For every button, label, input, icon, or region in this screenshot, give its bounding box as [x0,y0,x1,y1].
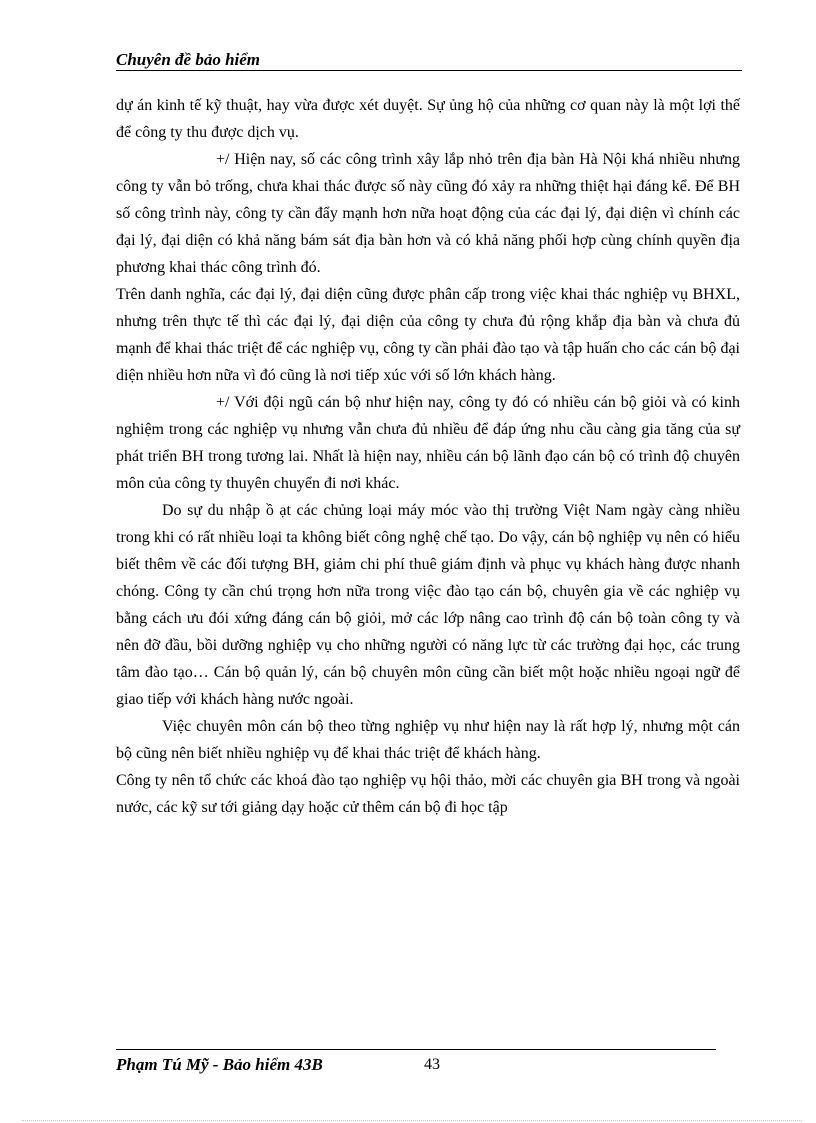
header-title: Chuyên đề bảo hiểm [116,50,261,69]
page-header [116,50,742,70]
paragraph-staff: +/ Với đội ngũ cán bộ như hiện nay, công ty đó có nhiều cán bộ giỏi và có kinh nghiệm trong các nghiệp vụ nhưng vẫn chưa đủ nhiều để đáp ứng nhu cầu càng gia tăng của sự phát triển BH trong tương lai. Nhất là hiện nay, nhiều cán bộ lãnh đạo cán bộ có trình độ chuyên môn của công ty thuyên chuyển đi nơi khác. [116,394,740,492]
footer-divider [116,1049,716,1050]
paragraph-small-projects: +/ Hiện nay, số các công trình xây lắp nhỏ trên địa bàn Hà Nội khá nhiều nhưng công ty vẫn bỏ trống, chưa khai thác được số này cũng đó xảy ra những thiệt hại đáng kể. Để BH số công trình này, công ty cần đẩy mạnh hơn nữa hoạt động của các đại lý, đại diện vì chính các đại lý, đại diện có khả năng bám sát địa bàn hơn và có khả năng phối hợp cùng chính quyền địa phương khai thác công trình đó. [116,151,740,276]
paragraph-training: Do sự du nhập ồ ạt các chủng loại máy móc vào thị trường Việt Nam ngày càng nhiều trong khi có rất nhiều loại ta không biết công nghệ chế tạo. Do vậy, cán bộ nghiệp vụ nên có hiểu biết thêm về các đối tượng BH, giảm chi phí thuê giám định và phục vụ khách hàng được nhanh chóng. Công ty cần chú trọng hơn nữa trong việc đào tạo cán bộ, chuyên gia về các nghiệp vụ bằng cách ưu đói xứng đáng cán bộ giỏi, mở các lớp nâng cao trình độ cán bộ toàn công ty và nên đỡ đầu, bồi dưỡng nghiệp vụ cho những người có năng lực từ các trường đại học, các trung tâm đào tạo… Cán bộ quản lý, cán bộ chuyên môn cũng cần biết một hoặc nhiều ngoại ngữ để giao tiếp với khách hàng nước ngoài. [116,502,740,708]
header-divider [116,70,742,71]
page-number: 43 [424,1056,440,1073]
paragraph-continuation: dự án kinh tế kỹ thuật, hay vừa được xét duyệt. Sự ủng hộ của những cơ quan này là một lợi thế để công ty thu được dịch vụ. [116,97,740,141]
document-body [116,92,740,821]
paragraph-specialization: Việc chuyên môn cán bộ theo từng nghiệp vụ như hiện nay là rất hợp lý, nhưng một cán bộ cũng nên biết nhiều nghiệp vụ để khai thác triệt để khách hàng. [116,718,740,762]
footer-author: Phạm Tú Mỹ - Bảo hiểm 43B [116,1055,323,1074]
page-edge-divider [22,1120,802,1121]
paragraph-workshops: Công ty nên tổ chức các khoá đào tạo nghiệp vụ hội thảo, mời các chuyên gia BH trong và ngoài nước, các kỹ sư tới giảng dạy hoặc cử thêm cán bộ đi học tập [116,772,740,816]
paragraph-agents: Trên danh nghĩa, các đại lý, đại diện cũng được phân cấp trong việc khai thác nghiệp vụ BHXL, nhưng trên thực tế thì các đại lý, đại diện của công ty chưa đủ rộng khắp địa bàn và chưa đủ mạnh để khai thác triệt để các nghiệp vụ, công ty cần phải đào tạo và tập huấn cho các cán bộ đại diện nhiều hơn nữa vì đó cũng là nơi tiếp xúc với số lớn khách hàng. [116,286,740,384]
